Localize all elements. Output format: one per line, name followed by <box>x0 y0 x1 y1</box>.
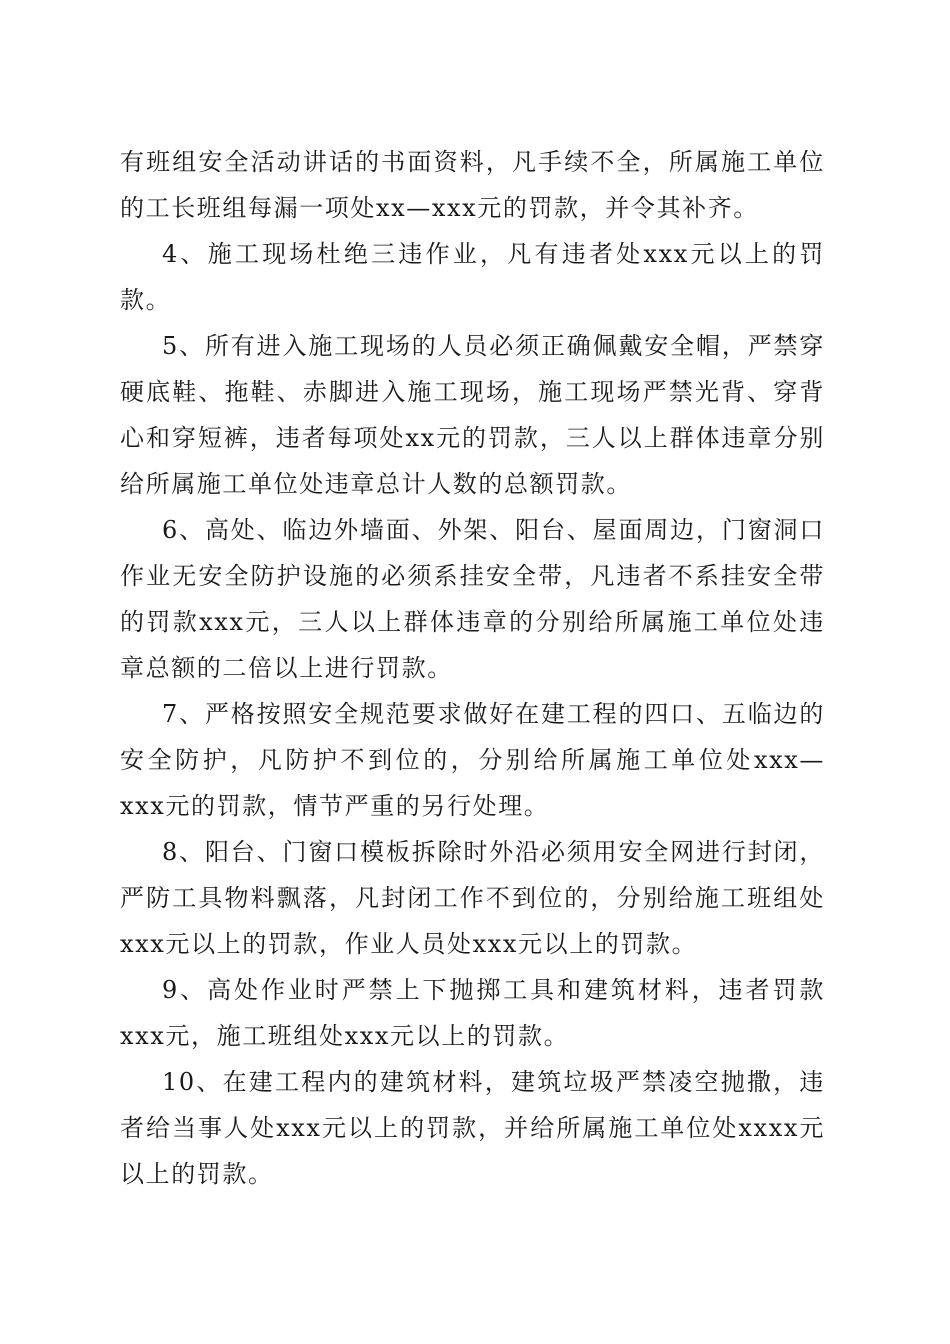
paragraph-item-4: 4、施工现场杜绝三违作业，凡有违者处xxx元以上的罚款。 <box>120 240 825 314</box>
paragraph-item-9: 9、高处作业时严禁上下抛掷工具和建筑材料，违者罚款xxx元，施工班组处xxx元以上的罚款。 <box>120 976 825 1050</box>
document-body <box>120 139 825 1197</box>
paragraph-item-6: 6、高处、临边外墙面、外架、阳台、屋面周边，门窗洞口作业无安全防护设施的必须系挂安全带，凡违者不系挂安全带的罚款xxx元，三人以上群体违章的分别给所属施工单位处违章总额的二倍以上进行罚款。 <box>120 516 825 682</box>
paragraph-continuation: 有班组安全活动讲话的书面资料，凡手续不全，所属施工单位的工长班组每漏一项处xx—xxx元的罚款，并令其补齐。 <box>120 148 825 222</box>
paragraph-item-10: 10、在建工程内的建筑材料，建筑垃圾严禁凌空抛撒，违者给当事人处xxx元以上的罚款，并给所属施工单位处xxxx元以上的罚款。 <box>120 1068 825 1188</box>
paragraph-item-7: 7、严格按照安全规范要求做好在建工程的四口、五临边的安全防护，凡防护不到位的，分别给所属施工单位处xxx—xxx元的罚款，情节严重的另行处理。 <box>120 700 825 820</box>
paragraph-item-5: 5、所有进入施工现场的人员必须正确佩戴安全帽，严禁穿硬底鞋、拖鞋、赤脚进入施工现场，施工现场严禁光背、穿背心和穿短裤，违者每项处xx元的罚款，三人以上群体违章分别给所属施工单位处违章总计人数的总额罚款。 <box>120 332 825 498</box>
paragraph-item-8: 8、阳台、门窗口模板拆除时外沿必须用安全网进行封闭，严防工具物料飘落，凡封闭工作不到位的，分别给施工班组处xxx元以上的罚款，作业人员处xxx元以上的罚款。 <box>120 838 825 958</box>
